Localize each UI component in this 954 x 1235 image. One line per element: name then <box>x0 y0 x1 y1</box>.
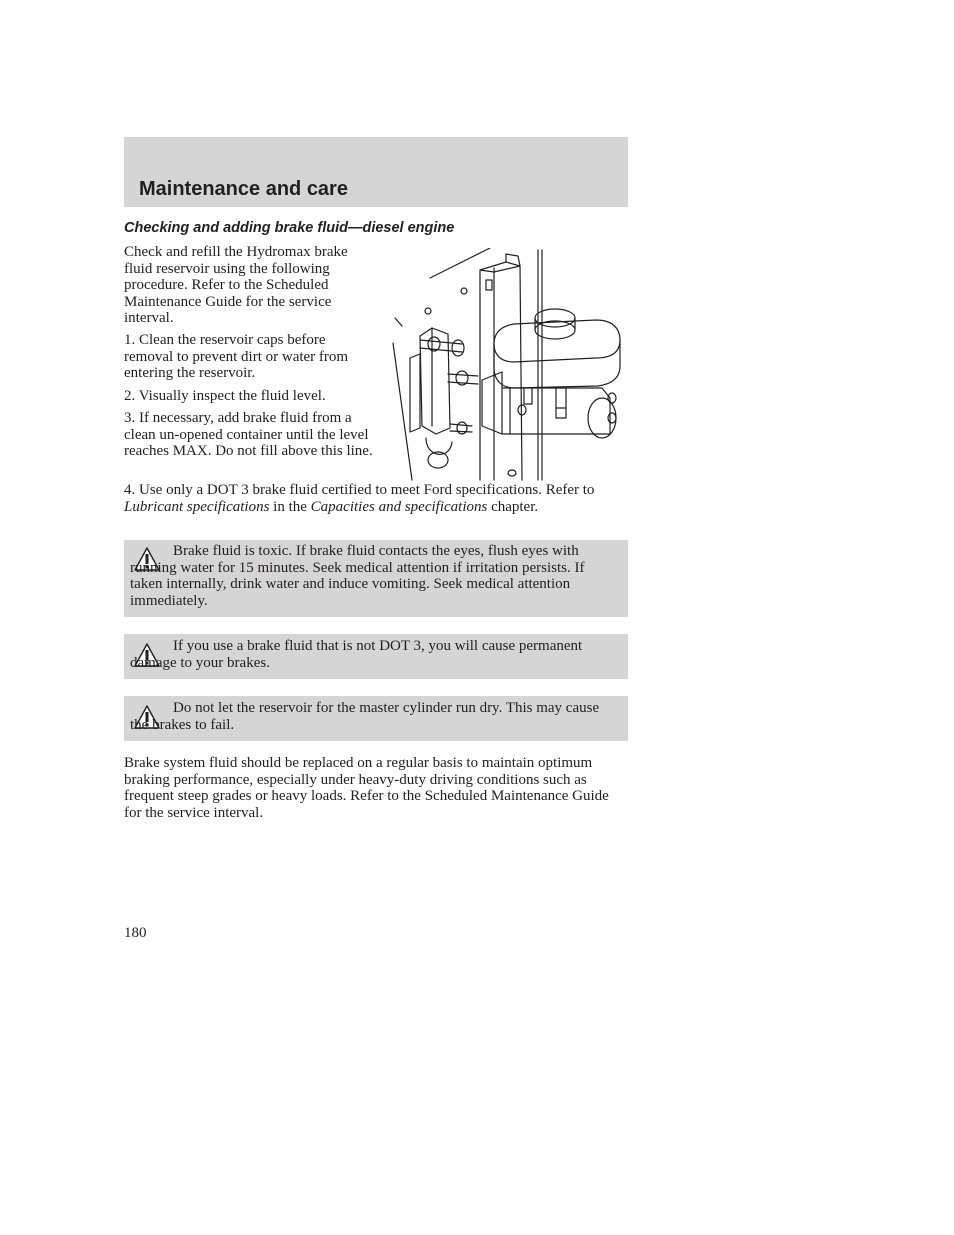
step-2: 2. Visually inspect the fluid level. <box>124 388 326 404</box>
lubricant-specifications-reference: Lubricant specifications <box>124 498 270 515</box>
step-1: 1. Clean the reservoir caps before removal to prevent dirt or water from entering the reservoir. <box>124 332 349 381</box>
intro-paragraph: Check and refill the Hydromax brake fluid reservoir using the following procedure. Refer to the Scheduled Maintenance Guide for the service interval. <box>124 244 348 326</box>
header-band <box>124 137 628 207</box>
capacities-specifications-reference: Capacities and specifications <box>310 498 488 515</box>
closing-paragraph: Brake system fluid should be replaced on a regular basis to maintain optimum braking performance, especially under heavy-duty driving conditions such as frequent steep grades or heavy loads. Refer to the Scheduled Maintenance Guide for the service interval. <box>124 755 609 821</box>
page-title: Maintenance and care <box>139 178 348 200</box>
step-4-prefix: 4. Use only a DOT 3 brake fluid certified to meet Ford specifications. Refer to <box>124 482 595 498</box>
step-4 <box>124 482 624 515</box>
step-4-middle: in the <box>269 498 311 515</box>
step-3: 3. If necessary, add brake fluid from a clean un-opened container until the level reaches MAX. Do not fill above this line. <box>124 410 373 459</box>
step-4-suffix: chapter. <box>487 498 539 515</box>
warning-text: Brake fluid is toxic. If brake fluid contacts the eyes, flush eyes with running water for 15 minutes. Seek medical attention if irritation persists. If taken internally, drink water and induce vomiting. Seek medical attention immediately. <box>130 543 585 609</box>
section-heading: Checking and adding brake fluid—diesel engine <box>124 220 455 236</box>
warning-text: If you use a brake fluid that is not DOT 3, you will cause permanent damage to your brakes. <box>130 638 583 671</box>
warning-text: Do not let the reservoir for the master cylinder run dry. This may cause the brakes to fail. <box>130 700 600 733</box>
warning-box-dot3 <box>124 634 628 679</box>
page-number: 180 <box>124 925 147 941</box>
master-cylinder-illustration <box>390 248 630 484</box>
warning-box-toxic <box>124 540 628 617</box>
warning-box-reservoir <box>124 696 628 741</box>
